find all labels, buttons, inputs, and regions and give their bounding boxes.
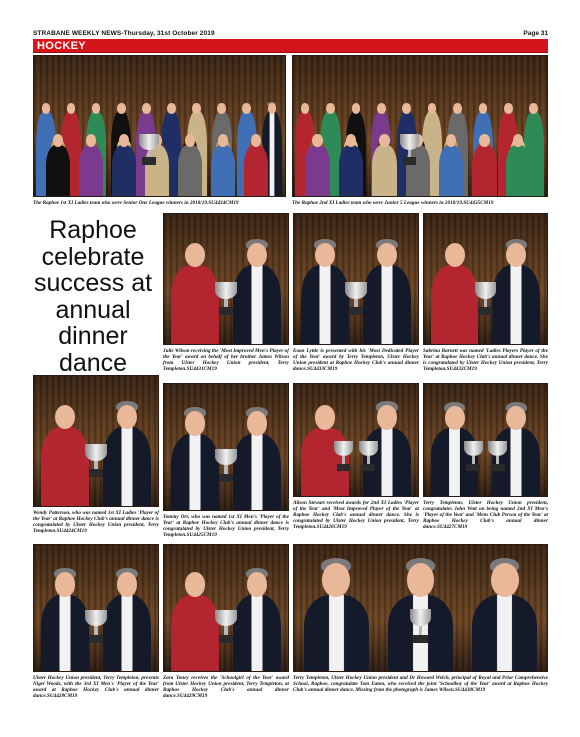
caption-nigel-woods: Ulster Hockey Union president, Terry Templeton, presents Nigel Woods, with the 3rd XI Men's 'Player of the Year' award at Raphoe Hockey Club's annual dinner dance.SU4428CM19 <box>33 675 159 700</box>
trophy-icon <box>85 610 106 644</box>
section-title: HOCKEY <box>37 40 86 52</box>
photo-julie-wilson <box>163 213 289 345</box>
masthead <box>33 28 548 38</box>
woman-figure <box>370 119 399 196</box>
woman-figure <box>110 119 139 196</box>
man-figure <box>466 555 544 671</box>
trophy-icon <box>359 441 378 471</box>
woman-figure <box>77 119 106 196</box>
trophy-icon <box>139 134 159 165</box>
woman-figure <box>504 119 533 196</box>
caption-julie-wilson: Julie Wilson receiving the 'Most Improved Men's Player of the Year' award on behalf of her brother James Wilson from Ulster Hockey Union president, Terry Templeton.SU4431CM19 <box>163 348 289 373</box>
man-figure <box>358 224 415 344</box>
woman-figure <box>209 119 238 196</box>
caption-tommy-orr: Tommy Orr, who was named 1st XI Men's 'Player of the Year' at Raphoe Hockey Club's annual dinner dance is congratulated by Ulster Hockey Union president, Terry Templeton.SU4425CM19 <box>163 514 289 539</box>
woman-figure <box>336 119 365 196</box>
man-figure <box>228 394 285 510</box>
photo-wendy-patterson <box>33 375 159 507</box>
caption-sabrina-barnett: Sabrina Barnett was named 'Ladies Players Player of the Year' at Raphoe Hockey Club's annual dinner dance. She is congratulated by Ulster Hockey Union president, Terry Templeton.SU4432CM19 <box>423 348 548 373</box>
trophy-icon <box>85 444 106 478</box>
photo-ladies-1st-xi <box>33 55 286 197</box>
caption-ladies-2nd-xi: The Raphoe 2nd XI Ladies team who were Junior 5 League winners in 2018/19.SU4435CM19 <box>292 200 494 206</box>
woman-figure <box>242 119 271 196</box>
photo-eoan-lyttle <box>293 213 419 345</box>
man-figure <box>488 224 545 344</box>
caption-alison-stewart: Alison Stewart received awards for 2nd XI Ladies 'Player of the Year' and 'Most Improved Player of the Year' at Raphoe Hockey Club's annual dinner dance. She is congratulated by Ulster Hockey Union president, Terry Templeton.SU4426CM19 <box>293 500 419 531</box>
trophy-icon <box>400 134 420 165</box>
trophy-icon <box>334 441 353 471</box>
section-bar <box>33 39 548 53</box>
photo-tom-eaton <box>293 544 548 672</box>
caption-zara-toney: Zara Toney receives the 'Schoolgirl of the Year' award from Ulster Hockey Union president, Terry Templeton, at Raphoe Hockey Club's annual dinner dance.SU4429CM19 <box>163 675 289 700</box>
caption-john-watt: Terry Templeton, Ulster Hockey Union president, congratulates John Watt on being named 2nd XI Men's 'Player of the Year' and 'Mens Club Person of the Year' at Raphoe Hockey Club's annual dinner dance.SU4427CM19 <box>423 500 548 531</box>
trophy-icon <box>464 441 483 471</box>
photo-nigel-woods <box>33 544 159 672</box>
page-number: Page 31 <box>523 29 548 37</box>
caption-eoan-lyttle: Eoan Lyttle is presented with his 'Most Dedicated Player of the Year' award by Terry Templeton, Ulster Hockey Union president at Raphoe Hockey Club's annual dinner dance.SU4433CM19 <box>293 348 419 373</box>
caption-wendy-patterson: Wendy Patterson, who was named 1st XI Ladies 'Player of the Year' at Raphoe Hockey Club's annual dinner dance is congratulated by Ulster Hockey Union president, Terry Templeton.SU4424CM19 <box>33 510 159 535</box>
man-figure <box>297 555 375 671</box>
woman-figure <box>176 119 205 196</box>
photo-tommy-orr <box>163 383 289 511</box>
woman-figure <box>44 119 73 196</box>
woman-figure <box>437 119 466 196</box>
trophy-icon <box>215 610 236 644</box>
caption-ladies-1st-xi: The Raphoe 1st XI Ladies team who were Senior One League winners in 2018/19.SU4434CM19 <box>33 200 239 206</box>
trophy-icon <box>215 449 236 483</box>
trophy-icon <box>345 282 366 316</box>
trophy-icon <box>488 441 507 471</box>
photo-ladies-2nd-xi <box>292 55 548 197</box>
photo-john-watt <box>423 383 548 497</box>
trophy-icon <box>475 282 496 315</box>
photo-alison-stewart <box>293 383 419 497</box>
woman-figure <box>470 119 499 196</box>
publication-line: STRABANE WEEKLY NEWS-Thursday, 31st October 2019 <box>33 29 215 37</box>
man-figure <box>228 224 285 344</box>
photo-sabrina-barnett <box>423 213 548 345</box>
caption-tom-eaton: Terry Templeton, Ulster Hockey Union president and Dr Howard Welch, principal of Royal and Prior Comprehensive School, Raphoe, congratulate Tom Eaton, who received the joint 'Schoolboy of the Year' award at Raphoe Hockey Club's annual dinner dance. Missing from the photograph is James Wilson.SU4430CM19 <box>293 675 548 694</box>
photo-zara-toney <box>163 544 289 672</box>
trophy-icon <box>410 609 431 643</box>
woman-figure <box>303 119 332 196</box>
trophy-icon <box>215 282 236 316</box>
man-figure <box>98 386 155 506</box>
man-figure <box>228 555 285 671</box>
headline: Raphoe celebrate success at annual dinner dance <box>33 216 153 377</box>
man-figure <box>98 555 155 671</box>
